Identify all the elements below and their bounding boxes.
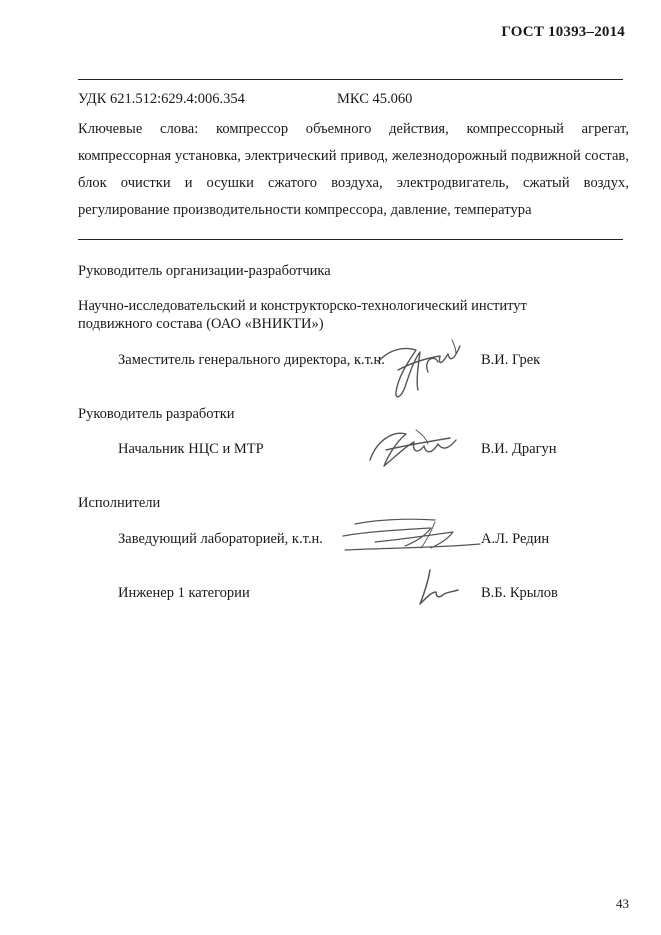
executors-heading: Исполнители — [78, 495, 161, 511]
signatory-name: В.Б. Крылов — [481, 585, 558, 601]
signature-krylov-icon — [414, 566, 464, 608]
bottom-divider — [78, 239, 623, 240]
keywords-paragraph: Ключевые слова: компрессор объемного действия, компрессорный агрегат, компрессорная установка, электрический привод, железнодорожный подвижной состав, блок очистки и осушки сжатого воздуха, электродвигатель, сжатый воздух, регулирование производительности компрессора, давление, температура — [78, 121, 629, 218]
signatory-name: В.И. Грек — [481, 352, 541, 368]
organization-heading: Руководитель организации-разработчика — [78, 263, 331, 279]
signatory-name: В.И. Драгун — [481, 441, 557, 457]
page-number: 43 — [616, 896, 629, 911]
signature-dragun-icon — [366, 420, 464, 476]
document-number: ГОСТ 10393–2014 — [501, 24, 625, 40]
signature-grek-icon — [368, 332, 468, 404]
signatory-position: Заместитель генерального директора, к.т.н. — [118, 352, 385, 368]
udc-code: УДК 621.512:629.4:006.354 — [78, 91, 245, 107]
signatory-position: Заведующий лабораторией, к.т.н. — [118, 531, 323, 547]
mks-code: МКС 45.060 — [337, 91, 413, 107]
signatory-name: А.Л. Редин — [481, 531, 550, 547]
organization-name: Научно-исследовательский и конструкторско-технологический институт подвижного состава (ОАО «ВНИКТИ») — [78, 298, 527, 332]
signature-redin-icon — [335, 512, 485, 558]
top-divider — [78, 79, 623, 80]
signatory-position: Начальник НЦС и МТР — [118, 441, 264, 457]
signatory-position: Инженер 1 категории — [118, 585, 250, 601]
development-lead-heading: Руководитель разработки — [78, 406, 235, 422]
